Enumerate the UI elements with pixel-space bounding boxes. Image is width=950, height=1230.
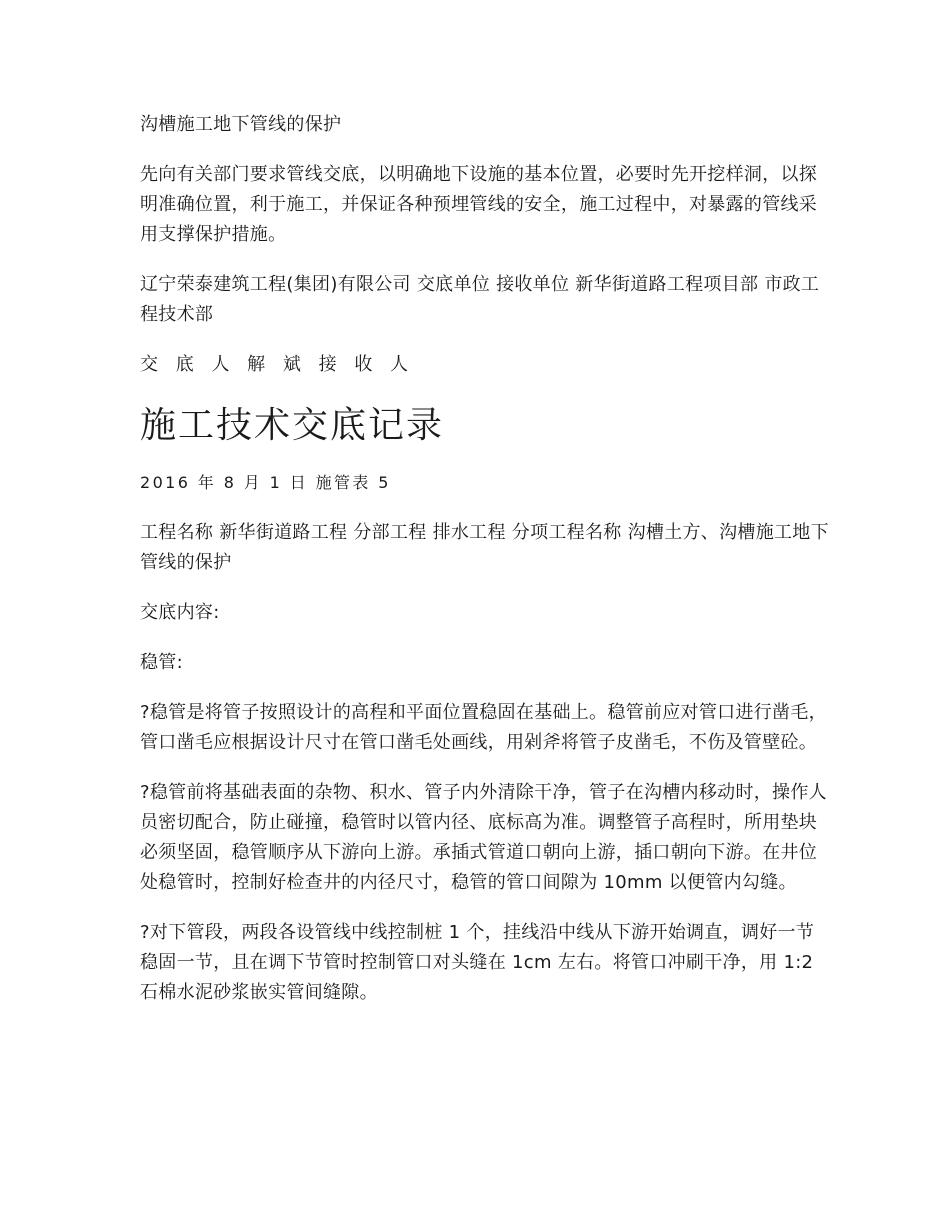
- company-info-line: 辽宁荣泰建筑工程(集团)有限公司 交底单位 接收单位 新华街道路工程项目部 市政工程技术部: [140, 274, 820, 325]
- document-page: [140, 110, 830, 1008]
- item-paragraph-3: ?对下管段，两段各设管线中线控制桩 1 个，挂线沿中线从下游开始调直，调好一节稳固一节，且在调下节管时控制管口对头缝在 1cm 左右。将管口冲刷干净，用 1:2 石棉水泥砂浆嵌实管间缝隙。: [140, 922, 815, 1003]
- pipeline-protection-paragraph: 先向有关部门要求管线交底，以明确地下设施的基本位置，必要时先开挖样洞，以探明准确位置，利于施工，并保证各种预埋管线的安全，施工过程中，对暴露的管线采用支撑保护措施。: [140, 164, 818, 245]
- date-line: 2016 年 8 月 1 日 施管表 5: [140, 473, 391, 492]
- section-heading: 沟槽施工地下管线的保护: [140, 114, 342, 135]
- document-title: 施工技术交底记录: [140, 405, 445, 446]
- section-label: 稳管:: [140, 652, 183, 673]
- content-label: 交底内容:: [140, 602, 220, 623]
- item-paragraph-2: ?稳管前将基础表面的杂物、积水、管子内外清除干净，管子在沟槽内移动时，操作人员密切配合，防止碰撞，稳管时以管内径、底标高为准。调整管子高程时，所用垫块必须坚固，稳管顺序从下游向上游。承插式管道口朝向上游，插口朝向下游。在井位处稳管时，控制好检查井的内径尺寸，稳管的管口间隙为 10mm 以便管内勾缝。: [140, 782, 827, 893]
- handover-person-line: 交 底 人 解 斌 接 收 人: [140, 354, 415, 375]
- project-info-line: 工程名称 新华街道路工程 分部工程 排水工程 分项工程名称 沟槽土方、沟槽施工地下管线的保护: [140, 522, 829, 573]
- item-paragraph-1: ?稳管是将管子按照设计的高程和平面位置稳固在基础上。稳管前应对管口进行凿毛，管口凿毛应根据设计尺寸在管口凿毛处画线，用剁斧将管子皮凿毛，不伤及管壁砼。: [140, 702, 827, 753]
